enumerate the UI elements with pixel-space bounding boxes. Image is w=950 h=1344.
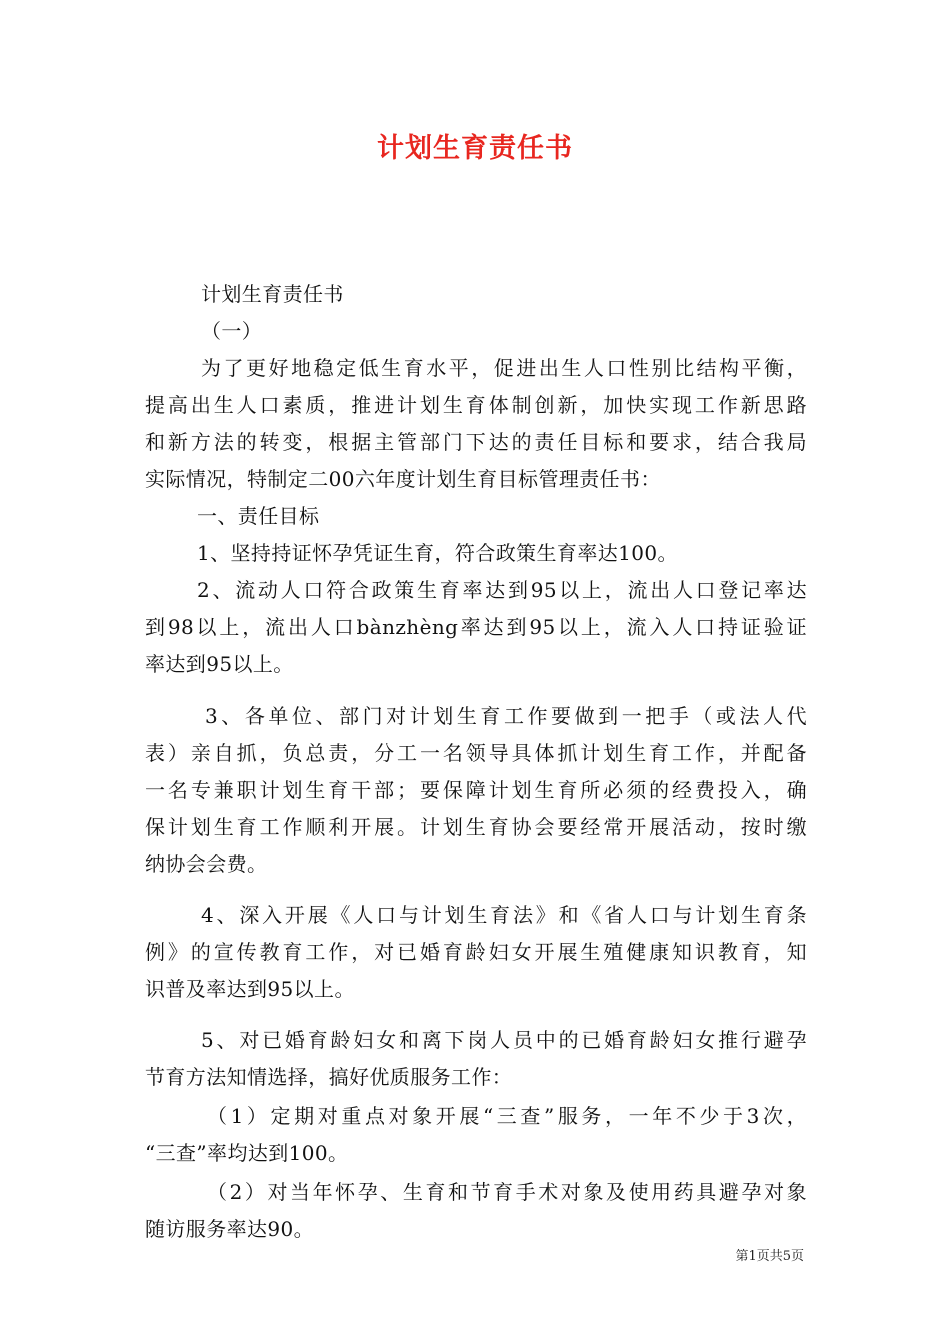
paragraph-line: 识普及率达到95以上。 [145,977,355,1001]
paragraph-line: 实际情况，特制定二00六年度计划生育目标管理责任书： [145,467,661,491]
page-title: 计划生育责任书 [377,133,573,164]
paragraph-line: 为了更好地稳定低生育水平，促进出生人口性别比结构平衡， [201,356,807,380]
paragraph-line: 提高出生人口素质，推进计划生育体制创新，加快实现工作新思路 [145,393,807,417]
section-heading: 一、责任目标 [197,504,320,528]
paragraph-line: 表）亲自抓，负总责，分工一名领导具体抓计划生育工作，并配备 [145,741,807,765]
paragraph-line: 5、对已婚育龄妇女和离下岗人员中的已婚育龄妇女推行避孕 [201,1028,807,1052]
paragraph-line: 到98以上，流出人口bànzhèng率达到95以上，流入人口持证验证 [145,615,807,639]
paragraph-line: 一名专兼职计划生育干部；要保障计划生育所必须的经费投入，确 [145,778,807,802]
paragraph-line: 4、深入开展《人口与计划生育法》和《省人口与计划生育条 [201,903,807,927]
paragraph-line: 例》的宣传教育工作，对已婚育龄妇女开展生殖健康知识教育，知 [145,940,807,964]
paragraph-line: （1）定期对重点对象开展“三查”服务，一年不少于3次， [207,1104,807,1128]
paragraph-line: 保计划生育工作顺利开展。计划生育协会要经常开展活动，按时缴 [145,815,807,839]
section-number: （一） [201,319,263,343]
paragraph-line: （2）对当年怀孕、生育和节育手术对象及使用药具避孕对象 [207,1180,807,1204]
paragraph-line: 率达到95以上。 [145,652,294,676]
paragraph-line: 1、坚持持证怀孕凭证生育，符合政策生育率达100。 [197,541,678,565]
paragraph-line: 纳协会会费。 [145,852,268,876]
paragraph-line: “三查”率均达到100。 [145,1141,349,1165]
document-body [145,276,807,1248]
paragraph-line: 2、流动人口符合政策生育率达到95以上，流出人口登记率达 [197,578,807,602]
paragraph-line: 3、各单位、部门对计划生育工作要做到一把手（或法人代 [205,704,807,728]
page-number: 第1页共5页 [735,1249,804,1264]
paragraph-line: 和新方法的转变，根据主管部门下达的责任目标和要求，结合我局 [145,430,807,454]
subtitle-line: 计划生育责任书 [201,282,344,306]
paragraph-line: 随访服务率达90。 [145,1217,315,1241]
paragraph-line: 节育方法知情选择，搞好优质服务工作： [145,1065,513,1089]
